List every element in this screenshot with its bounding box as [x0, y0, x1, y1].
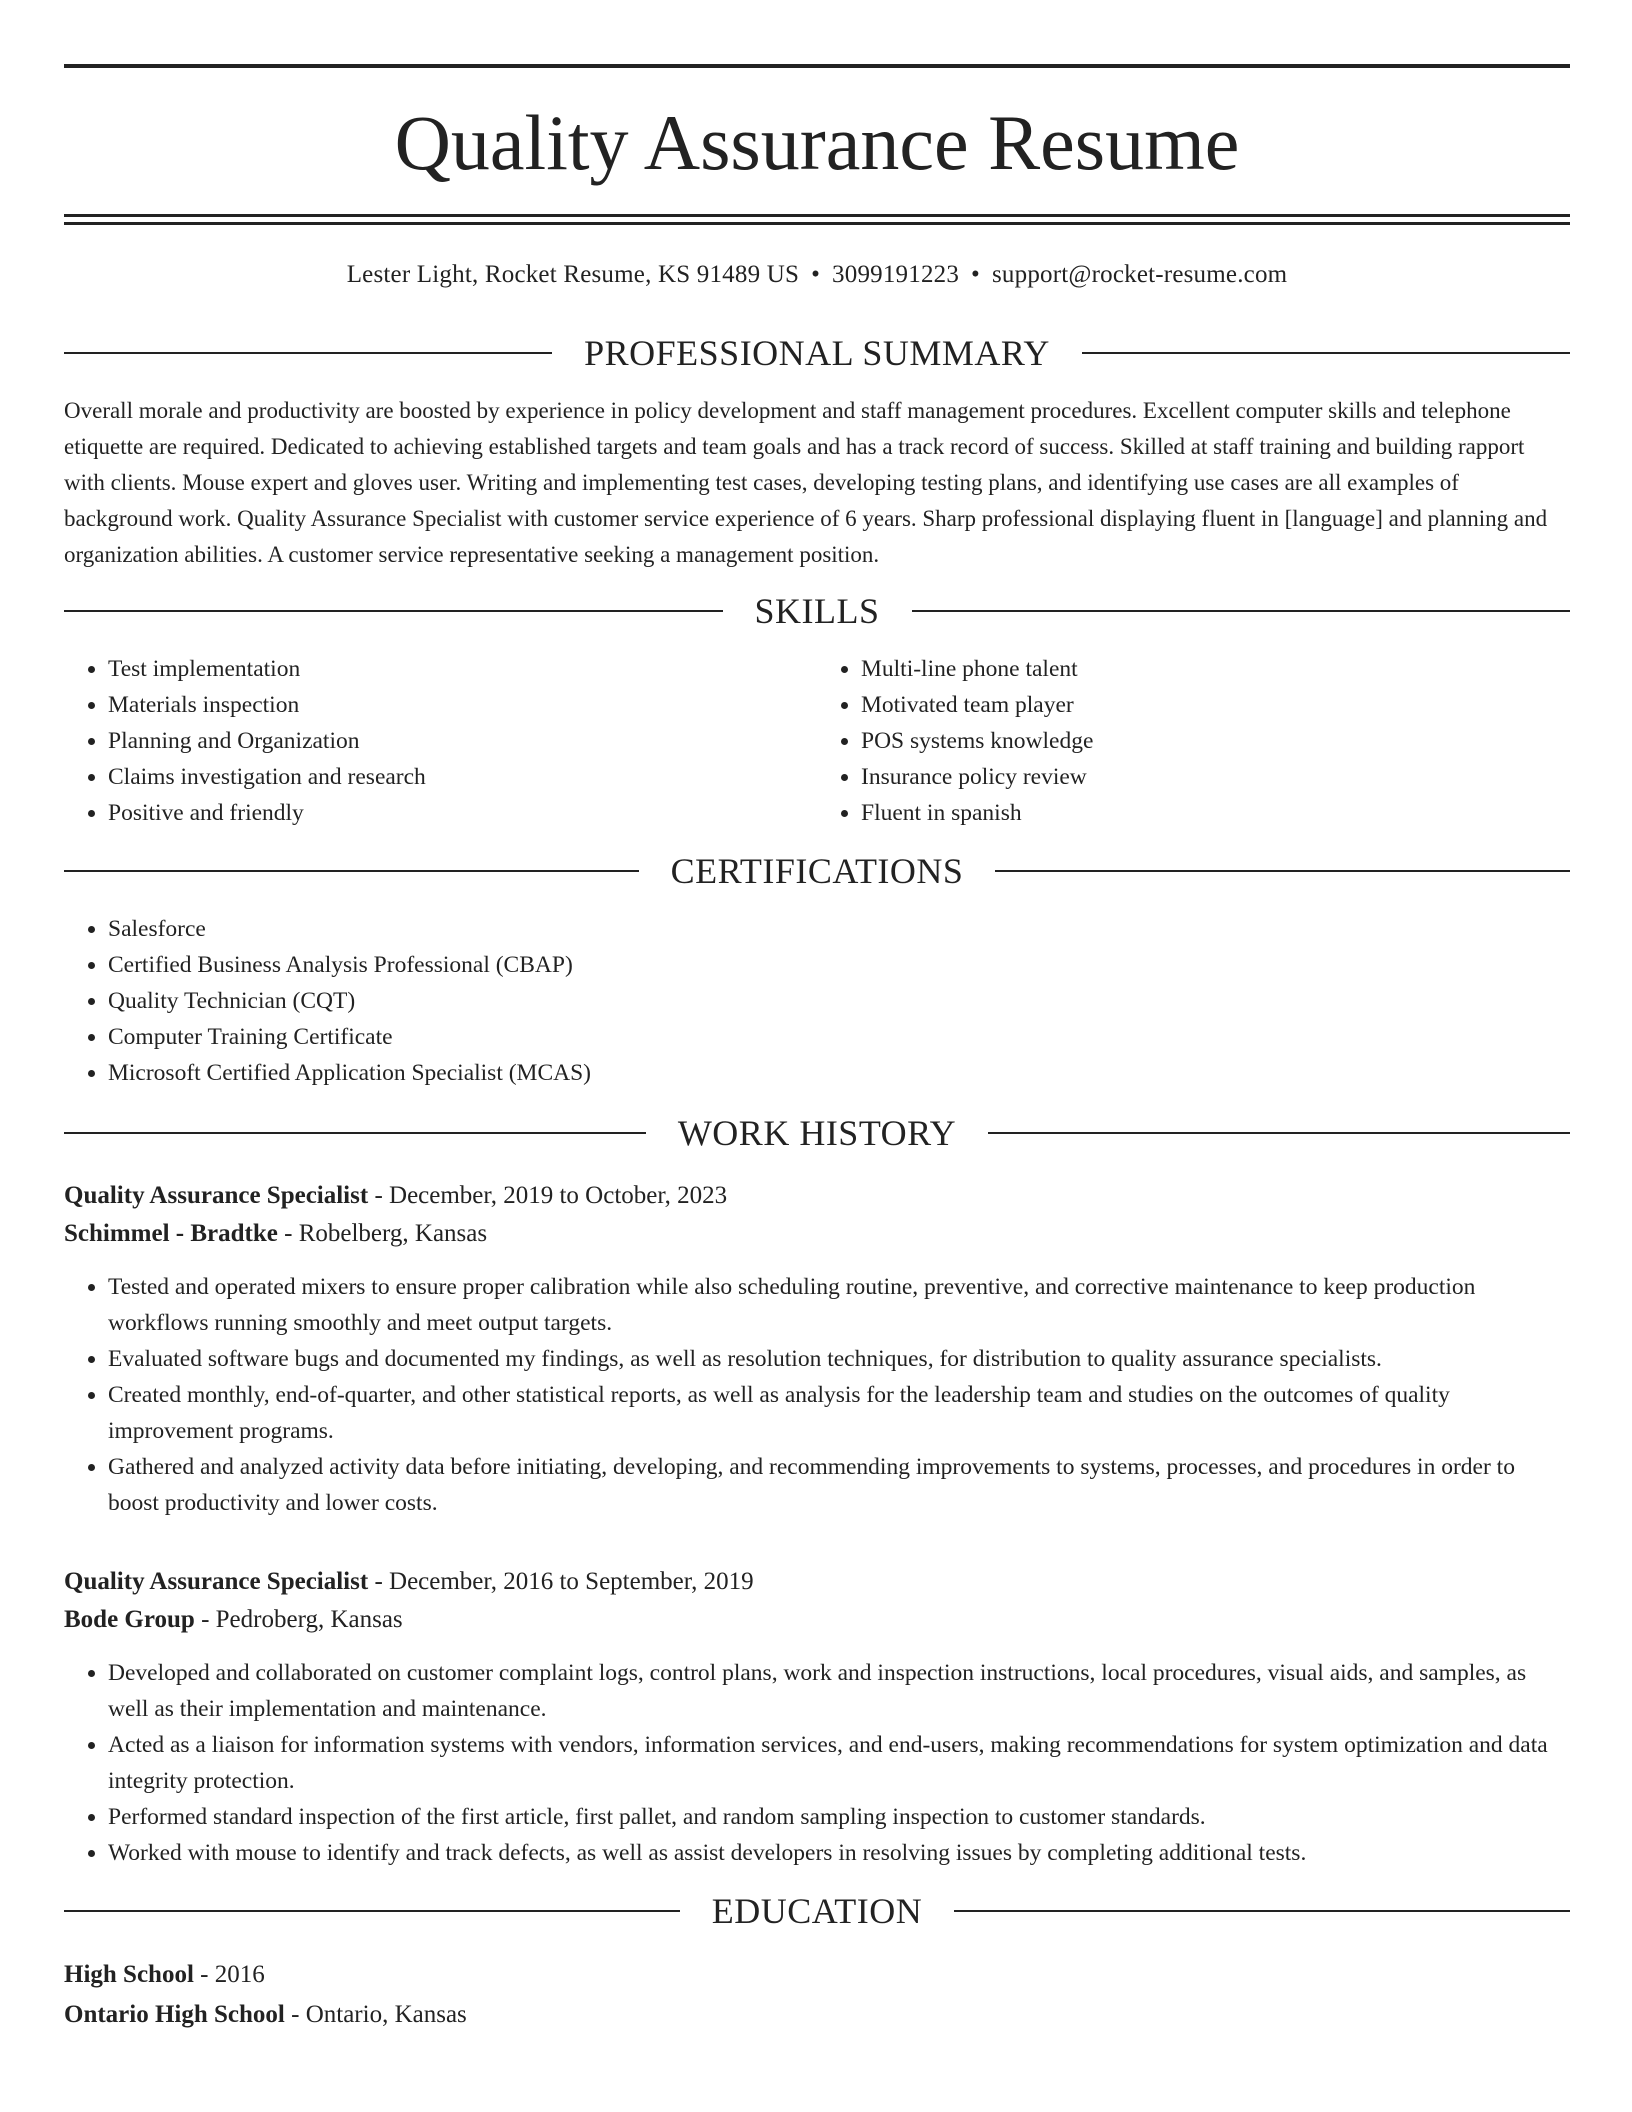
divider-line: [64, 870, 639, 872]
skill-item: • Planning and Organization: [108, 723, 817, 759]
job-bullet: • Tested and operated mixers to ensure proper calibration while also scheduling routine, preventive, and corrective maintenance to keep production workflows running smoothly and meet output targets.: [108, 1269, 1570, 1341]
skills-list-left: [64, 651, 817, 831]
job-bullets: [64, 1269, 1570, 1521]
contact-separator: •: [971, 261, 980, 288]
divider-line: [912, 610, 1571, 612]
job-company-line: [64, 1215, 1570, 1253]
work-heading: WORK HISTORY: [677, 1113, 957, 1153]
skill-item: • Test implementation: [108, 651, 817, 687]
spacer: [64, 1871, 1570, 1893]
skill-item: • Multi-line phone talent: [861, 651, 1570, 687]
education-year: - 2016: [193, 1961, 265, 1988]
job-bullet: • Worked with mouse to identify and track defects, as well as assist developers in resolving issues by completing additional tests.: [108, 1835, 1570, 1871]
job-company: Schimmel - Bradtke: [64, 1220, 278, 1247]
job-dates: - December, 2016 to September, 2019: [368, 1568, 754, 1595]
skill-item: • Fluent in spanish: [861, 795, 1570, 831]
certification-item: • Salesforce: [108, 911, 1570, 947]
job-location: - Robelberg, Kansas: [277, 1220, 488, 1247]
divider-line: [988, 1132, 1570, 1134]
job-dates: - December, 2019 to October, 2023: [368, 1182, 728, 1209]
certification-item: • Computer Training Certificate: [108, 1019, 1570, 1055]
education-heading: EDUCATION: [711, 1891, 923, 1931]
job-bullet: • Performed standard inspection of the first article, first pallet, and random sampling inspection to customer standards.: [108, 1799, 1570, 1835]
summary-heading: PROFESSIONAL SUMMARY: [584, 333, 1050, 373]
job-entry: [64, 1563, 1570, 1871]
top-rule: [64, 64, 1570, 68]
summary-text: Overall morale and productivity are boosted by experience in policy development and staff management procedures. Excellent computer skills and telephone etiquette are required. Dedicated to achieving established targets and team goals and has a track record of success. Skilled at staff training and building rapport with clients. Mouse expert and gloves user. Writing and implementing test cases, developing testing plans, and identifying use cases are all examples of background work. Quality Assurance Specialist with customer service experience of 6 years. Sharp professional displaying fluent in [language] and planning and organization abilities. A customer service representative seeking a management position.: [64, 398, 1548, 567]
job-title: Quality Assurance Specialist: [64, 1182, 369, 1209]
skill-item: • Insurance policy review: [861, 759, 1570, 795]
certifications-heading: CERTIFICATIONS: [670, 851, 964, 891]
education-entry: [64, 1955, 1570, 2035]
contact-address: Lester Light, Rocket Resume, KS 91489 US: [346, 261, 800, 288]
skills-list-right: [817, 651, 1570, 831]
education-school: Ontario High School: [64, 2001, 285, 2028]
education-location: - Ontario, Kansas: [284, 2001, 467, 2028]
job-bullet: • Gathered and analyzed activity data before initiating, developing, and recommending improvements to systems, processes, and procedures in order to boost productivity and lower costs.: [108, 1449, 1570, 1521]
job-bullets: [64, 1655, 1570, 1871]
certification-item: • Microsoft Certified Application Specialist (MCAS): [108, 1055, 1570, 1091]
contact-line: [64, 261, 1570, 289]
job-bullet: • Developed and collaborated on customer complaint logs, control plans, work and inspection instructions, local procedures, visual aids, and samples, as well as their implementation and maintenance.: [108, 1655, 1570, 1727]
divider-line: [64, 1132, 646, 1134]
skill-item: • Materials inspection: [108, 687, 817, 723]
job-title-line: [64, 1177, 1570, 1215]
contact-phone: 3099191223: [832, 261, 960, 288]
divider-line: [64, 352, 552, 354]
job-entry: [64, 1177, 1570, 1521]
certification-item: • Certified Business Analysis Professional (CBAP): [108, 947, 1570, 983]
job-location: - Pedroberg, Kansas: [194, 1606, 403, 1633]
contact-separator: •: [811, 261, 821, 288]
certifications-section-header: [64, 853, 1570, 889]
skill-item: • Motivated team player: [861, 687, 1570, 723]
resume-title: Quality Assurance Resume: [394, 99, 1240, 186]
job-title-line: [64, 1563, 1570, 1601]
job-company: Bode Group: [64, 1606, 195, 1633]
work-section-header: [64, 1115, 1570, 1151]
summary-section-header: [64, 335, 1570, 371]
resume-content: [64, 64, 1570, 2035]
contact-email: support@rocket-resume.com: [992, 261, 1288, 288]
skills-heading: SKILLS: [754, 591, 880, 631]
job-bullet: • Created monthly, end-of-quarter, and other statistical reports, as well as analysis for the leadership team and studies on the outcomes of quality improvement programs.: [108, 1377, 1570, 1449]
skill-item: • Claims investigation and research: [108, 759, 817, 795]
skills-columns: [64, 651, 1570, 831]
divider-line: [954, 1910, 1570, 1912]
divider-line: [64, 1910, 680, 1912]
certification-item: • Quality Technician (CQT): [108, 983, 1570, 1019]
certifications-list: [64, 911, 1570, 1091]
divider-line: [995, 870, 1570, 872]
education-degree-line: [64, 1955, 1570, 1995]
job-title: Quality Assurance Specialist: [64, 1568, 369, 1595]
skill-item: • Positive and friendly: [108, 795, 817, 831]
education-section-header: [64, 1893, 1570, 1929]
job-bullet: • Acted as a liaison for information systems with vendors, information services, and end-users, making recommendations for system optimization and data integrity protection.: [108, 1727, 1570, 1799]
divider-line: [1082, 352, 1570, 354]
job-bullet: • Evaluated software bugs and documented my findings, as well as resolution techniques, for distribution to quality assurance specialists.: [108, 1341, 1570, 1377]
skills-section-header: [64, 593, 1570, 629]
education-degree: High School: [64, 1961, 194, 1988]
education-school-line: [64, 1995, 1570, 2035]
divider-line: [64, 610, 723, 612]
skill-item: • POS systems knowledge: [861, 723, 1570, 759]
job-company-line: [64, 1601, 1570, 1639]
title-double-rule: [64, 214, 1570, 225]
